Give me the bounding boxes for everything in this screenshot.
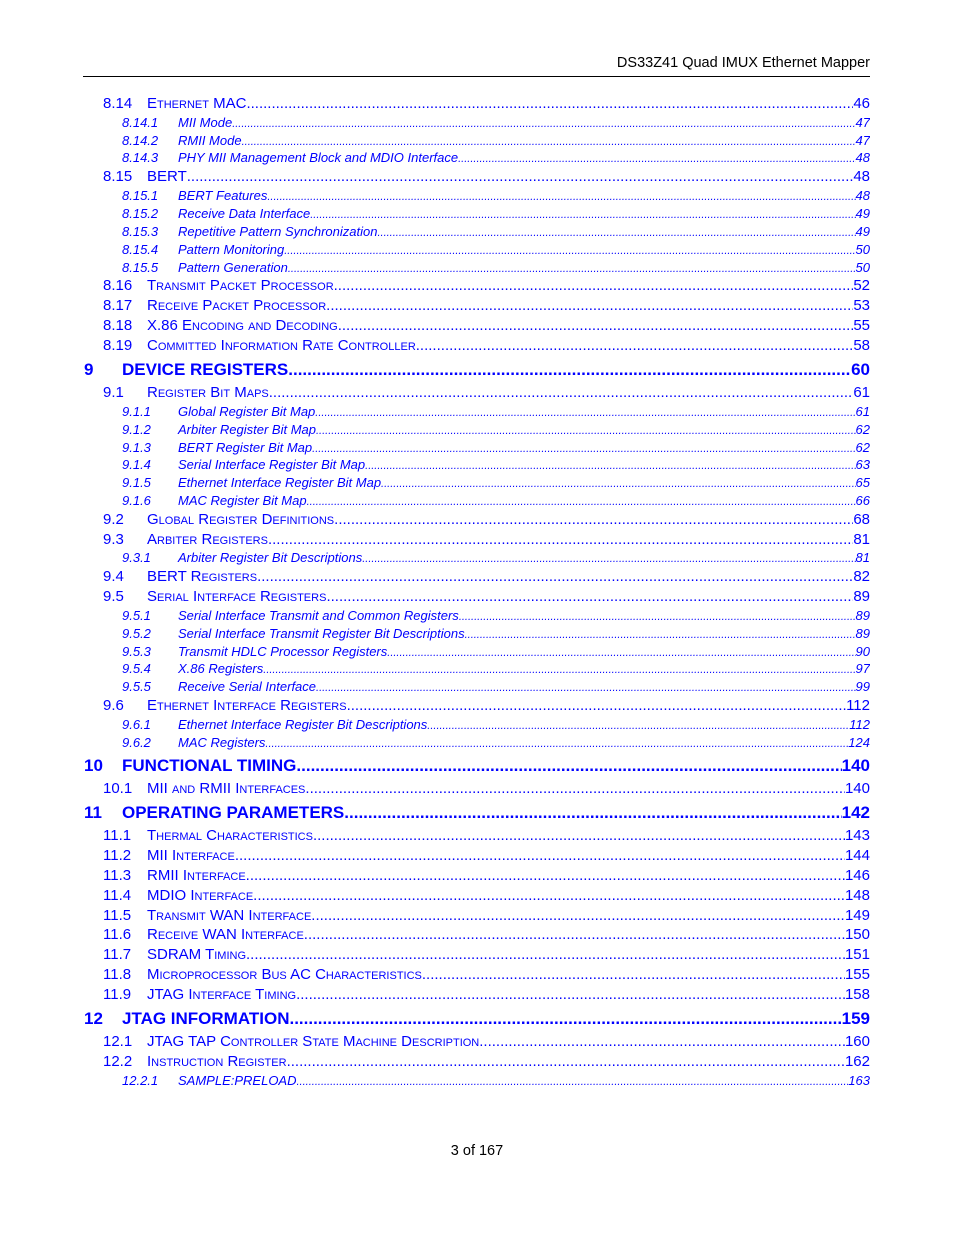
toc-entry-title[interactable]: Receive WAN Interface <box>147 926 304 944</box>
toc-entry[interactable] <box>84 753 870 780</box>
toc-entry[interactable] <box>84 800 870 827</box>
toc-entry-title[interactable]: BERT <box>147 168 187 186</box>
toc-dot-leader <box>416 336 854 356</box>
toc-entry-number: 8.15.4 <box>122 241 159 257</box>
toc-entry-page[interactable]: 48 <box>855 150 870 166</box>
toc-entry-page[interactable]: 81 <box>855 550 870 566</box>
toc-entry-number: 11.1 <box>103 827 132 845</box>
toc-entry-title[interactable]: Repetitive Pattern Synchronization <box>178 223 378 239</box>
toc-entry-number: 11.6 <box>103 926 132 944</box>
toc-dot-leader <box>377 225 855 241</box>
toc-entry-page[interactable]: 47 <box>855 132 870 148</box>
toc-entry-title[interactable]: SAMPLE:PRELOAD <box>178 1072 297 1088</box>
toc-entry-title[interactable]: Register Bit Maps <box>147 384 269 402</box>
toc-dot-leader <box>284 243 855 259</box>
toc-dot-leader <box>312 441 855 457</box>
toc-entry-title[interactable]: Global Register Definitions <box>147 510 335 528</box>
toc-entry[interactable] <box>84 660 870 678</box>
toc-entry-number: 8.14.3 <box>122 150 159 166</box>
toc-entry[interactable] <box>84 549 870 567</box>
toc-entry[interactable] <box>84 357 870 384</box>
toc-entry-page[interactable]: 68 <box>853 510 870 528</box>
toc-entry-page[interactable]: 62 <box>855 421 870 437</box>
toc-dot-leader <box>307 494 856 510</box>
toc-entry-number: 8.16 <box>103 277 133 295</box>
toc-entry-number: 11.4 <box>103 886 132 904</box>
toc-entry-number: 9 <box>84 359 94 379</box>
toc-dot-leader <box>305 779 845 799</box>
toc-entry[interactable] <box>84 567 870 587</box>
toc-entry[interactable] <box>84 149 870 167</box>
toc-dot-leader <box>287 1052 845 1072</box>
toc-entry-title[interactable]: Transmit Packet Processor <box>147 277 334 295</box>
toc-entry-number: 9.1.3 <box>122 439 151 455</box>
toc-entry[interactable] <box>84 965 870 985</box>
toc-entry-title[interactable]: Arbiter Registers <box>147 530 268 548</box>
toc-dot-leader <box>326 296 853 316</box>
toc-dot-leader <box>316 680 856 696</box>
toc-entry[interactable] <box>84 276 870 296</box>
toc-dot-leader <box>268 530 853 550</box>
toc-entry-number: 9.5.3 <box>122 643 151 659</box>
toc-entry-number: 11.8 <box>103 966 132 983</box>
toc-entry-number: 11.9 <box>103 985 132 1003</box>
toc-entry[interactable] <box>84 259 870 277</box>
toc-entry[interactable] <box>84 296 870 316</box>
toc-entry-number: 9.5.2 <box>122 625 151 641</box>
toc-entry-number: 12.1 <box>103 1033 133 1051</box>
toc-dot-leader <box>387 645 855 661</box>
toc-dot-leader <box>479 1032 845 1052</box>
toc-dot-leader <box>315 405 855 421</box>
toc-entry-title[interactable]: Microprocessor Bus AC Characteristics <box>147 966 422 983</box>
toc-entry-page[interactable]: 140 <box>841 755 870 775</box>
toc-entry-title[interactable]: FUNCTIONAL TIMING <box>122 755 297 775</box>
toc-entry-page[interactable]: 65 <box>855 475 870 491</box>
toc-dot-leader <box>311 906 845 926</box>
toc-entry[interactable] <box>84 241 870 259</box>
toc-entry-number: 8.14.2 <box>122 132 159 148</box>
toc-entry[interactable] <box>84 187 870 205</box>
toc-entry-title[interactable]: SDRAM Timing <box>147 946 247 964</box>
toc-entry-page[interactable]: 146 <box>844 867 870 885</box>
toc-entry-page[interactable]: 82 <box>853 568 870 586</box>
toc-entry-title[interactable]: RMII Interface <box>147 867 246 885</box>
toc-entry-title[interactable]: Thermal Characteristics <box>147 827 313 845</box>
toc-entry-page[interactable]: 46 <box>853 95 870 112</box>
toc-entry-number: 9.1.2 <box>122 421 151 437</box>
toc-entry[interactable] <box>84 906 870 926</box>
toc-entry-title[interactable]: Serial Interface Registers <box>147 588 327 606</box>
toc-dot-leader <box>235 846 845 866</box>
toc-entry-title[interactable]: MII Interface <box>147 847 235 865</box>
toc-entry-page[interactable]: 112 <box>846 697 870 715</box>
toc-entry-page[interactable]: 151 <box>844 946 870 964</box>
toc-entry-page[interactable]: 58 <box>853 336 870 354</box>
toc-entry-page[interactable]: 99 <box>855 679 870 695</box>
toc-entry-number: 8.15.1 <box>122 188 159 204</box>
toc-entry-number: 8.15.2 <box>122 205 159 221</box>
toc-entry-number: 8.15.5 <box>122 259 159 275</box>
toc-entry-page[interactable]: 48 <box>855 188 870 204</box>
toc-dot-leader <box>422 965 845 985</box>
toc-entry-page[interactable]: 60 <box>851 359 870 379</box>
toc-entry-title[interactable]: Ethernet Interface Registers <box>147 697 347 715</box>
toc-entry[interactable] <box>84 421 870 439</box>
toc-entry-page[interactable]: 162 <box>844 1052 870 1070</box>
toc-entry-number: 8.14.1 <box>122 114 159 130</box>
toc-entry-title[interactable]: Receive Data Interface <box>178 205 311 221</box>
header-divider <box>83 76 870 77</box>
toc-entry[interactable] <box>84 492 870 510</box>
toc-entry-title[interactable]: Ethernet MAC <box>147 95 247 112</box>
toc-entry[interactable] <box>84 716 870 734</box>
toc-entry[interactable] <box>84 587 870 607</box>
toc-dot-leader <box>187 167 854 187</box>
toc-entry-title[interactable]: Receive Serial Interface <box>178 679 317 695</box>
toc-entry[interactable] <box>84 383 870 403</box>
toc-entry[interactable] <box>84 945 870 965</box>
toc-entry-page[interactable]: 112 <box>849 716 870 732</box>
toc-entry[interactable] <box>84 167 870 187</box>
toc-entry-title[interactable]: Pattern Monitoring <box>178 241 285 257</box>
toc-entry-title[interactable]: MII Mode <box>178 114 233 130</box>
toc-entry-number: 9.4 <box>103 568 124 586</box>
toc-entry-title[interactable]: Instruction Register <box>147 1052 287 1070</box>
toc-entry[interactable] <box>84 779 870 799</box>
toc-entry-page[interactable]: 90 <box>855 643 870 659</box>
toc-entry-page[interactable]: 89 <box>853 588 870 606</box>
toc-dot-leader <box>347 696 846 716</box>
toc-entry-number: 9.5.5 <box>122 679 151 695</box>
toc-dot-leader <box>288 261 856 277</box>
toc-entry[interactable] <box>84 734 870 752</box>
toc-entry-page[interactable]: 47 <box>855 114 870 130</box>
toc-dot-leader <box>242 134 856 150</box>
toc-entry[interactable] <box>84 1006 870 1033</box>
toc-entry-number: 11.7 <box>103 946 132 964</box>
toc-entry-number: 9.5.1 <box>122 607 151 623</box>
toc-entry-page[interactable]: 55 <box>853 316 870 334</box>
toc-entry-number: 8.14 <box>103 95 133 112</box>
toc-entry[interactable] <box>84 336 870 356</box>
toc-entry[interactable] <box>84 439 870 457</box>
toc-dot-leader <box>338 316 854 336</box>
toc-entry-title[interactable]: Serial Interface Register Bit Map <box>178 457 366 473</box>
toc-entry-number: 9.1.5 <box>122 475 151 491</box>
toc-dot-leader <box>232 116 855 132</box>
toc-entry-title[interactable]: PHY MII Management Block and MDIO Interface <box>178 150 459 166</box>
toc-entry-number: 11.5 <box>103 906 132 924</box>
toc-entry-number: 8.19 <box>103 336 133 354</box>
document-header-title: DS33Z41 Quad IMUX Ethernet Mapper <box>616 55 870 71</box>
toc-entry[interactable] <box>84 625 870 643</box>
toc-entry-page[interactable]: 48 <box>853 168 870 186</box>
toc-dot-leader <box>288 357 851 384</box>
toc-entry-title[interactable]: DEVICE REGISTERS <box>122 359 289 379</box>
toc-entry-number: 9.1.4 <box>122 457 151 473</box>
toc-entry-number: 9.5 <box>103 588 124 606</box>
toc-entry[interactable] <box>84 456 870 474</box>
toc-entry-page[interactable]: 52 <box>853 277 870 295</box>
toc-entry[interactable] <box>84 530 870 550</box>
toc-dot-leader <box>269 383 854 403</box>
toc-entry-page[interactable]: 148 <box>844 886 870 904</box>
toc-entry-number: 9.6.2 <box>122 734 151 750</box>
toc-dot-leader <box>344 800 841 827</box>
toc-entry[interactable] <box>84 316 870 336</box>
toc-entry-number: 9.1.1 <box>122 403 151 419</box>
toc-entry[interactable] <box>84 510 870 530</box>
toc-entry-page[interactable]: 97 <box>855 661 870 677</box>
toc-entry-number: 9.3 <box>103 530 124 548</box>
toc-entry-number: 9.6 <box>103 697 124 715</box>
toc-entry-page[interactable]: 62 <box>855 439 870 455</box>
toc-entry-page[interactable]: 163 <box>848 1072 870 1088</box>
toc-entry-number: 9.2 <box>103 510 124 528</box>
toc-dot-leader <box>334 276 854 296</box>
toc-entry-title[interactable]: JTAG TAP Controller State Machine Description <box>147 1033 480 1051</box>
toc-entry-title[interactable]: MAC Registers <box>178 734 266 750</box>
toc-entry-title[interactable]: Receive Packet Processor <box>147 297 327 315</box>
toc-entry[interactable] <box>84 678 870 696</box>
toc-entry-title[interactable]: BERT Registers <box>147 568 258 586</box>
toc-entry[interactable] <box>84 1052 870 1072</box>
toc-dot-leader <box>362 551 855 567</box>
toc-dot-leader <box>246 866 845 886</box>
toc-entry-number: 9.3.1 <box>122 550 151 566</box>
toc-entry[interactable] <box>84 474 870 492</box>
toc-dot-leader <box>310 207 855 223</box>
toc-entry-title[interactable]: X.86 Encoding and Decoding <box>147 316 338 334</box>
toc-entry[interactable] <box>84 846 870 866</box>
toc-entry-title[interactable]: Arbiter Register Bit Map <box>178 421 316 437</box>
toc-dot-leader <box>381 476 855 492</box>
toc-entry-page[interactable]: 124 <box>848 734 870 750</box>
toc-entry-title[interactable]: Serial Interface Transmit Register Bit Descriptions <box>178 625 465 641</box>
toc-entry[interactable] <box>84 205 870 223</box>
toc-entry-title[interactable]: OPERATING PARAMETERS <box>122 802 345 822</box>
toc-dot-leader <box>296 753 841 780</box>
toc-entry-number: 8.18 <box>103 316 133 334</box>
toc-entry-title[interactable]: Committed Information Rate Controller <box>147 336 416 354</box>
toc-dot-leader <box>253 886 845 906</box>
toc-entry-page[interactable]: 143 <box>844 827 870 845</box>
toc-entry-page[interactable]: 160 <box>844 1033 870 1051</box>
toc-entry[interactable] <box>84 696 870 716</box>
toc-dot-leader <box>289 1006 841 1033</box>
toc-dot-leader <box>246 945 845 965</box>
toc-entry-number: 11.2 <box>103 847 132 865</box>
toc-entry-page[interactable]: 159 <box>841 1008 870 1028</box>
toc-entry-title[interactable]: JTAG Interface Timing <box>147 985 297 1003</box>
toc-entry[interactable] <box>84 643 870 661</box>
toc-entry[interactable] <box>84 94 870 114</box>
toc-entry-page[interactable]: 140 <box>844 780 870 798</box>
toc-entry[interactable] <box>84 114 870 132</box>
toc-entry-title[interactable]: Serial Interface Transmit and Common Registers <box>178 607 459 623</box>
toc-dot-leader <box>246 94 853 114</box>
toc-dot-leader <box>267 189 855 205</box>
toc-entry-page[interactable]: 150 <box>844 926 870 944</box>
toc-dot-leader <box>427 718 849 734</box>
toc-entry-page[interactable]: 66 <box>855 493 870 509</box>
toc-entry-page[interactable]: 49 <box>855 223 870 239</box>
toc-entry-title[interactable]: Ethernet Interface Register Bit Map <box>178 475 382 491</box>
toc-entry-number: 11.3 <box>103 867 132 885</box>
toc-entry-title[interactable]: BERT Register Bit Map <box>178 439 313 455</box>
toc-entry-title[interactable]: Ethernet Interface Register Bit Descriptions <box>178 716 428 732</box>
toc-entry-title[interactable]: MAC Register Bit Map <box>178 493 307 509</box>
toc-entry-page[interactable]: 53 <box>853 297 870 315</box>
toc-dot-leader <box>334 510 853 530</box>
toc-entry-title[interactable]: MDIO Interface <box>147 886 254 904</box>
toc-dot-leader <box>296 985 845 1005</box>
toc-dot-leader <box>458 151 855 167</box>
toc-entry-page[interactable]: 158 <box>844 985 870 1003</box>
toc-dot-leader <box>465 627 856 643</box>
toc-entry-page[interactable]: 144 <box>844 847 870 865</box>
toc-dot-leader <box>263 662 855 678</box>
toc-entry[interactable] <box>84 132 870 150</box>
toc-entry-number: 9.1 <box>103 384 124 402</box>
toc-dot-leader <box>304 925 845 945</box>
toc-entry[interactable] <box>84 886 870 906</box>
toc-entry-number: 9.5.4 <box>122 661 151 677</box>
toc-entry[interactable] <box>84 607 870 625</box>
toc-entry-page[interactable]: 61 <box>853 384 870 402</box>
toc-entry-page[interactable]: 89 <box>855 607 870 623</box>
toc-entry-title[interactable]: X.86 Registers <box>178 661 264 677</box>
toc-entry-number: 12.2 <box>103 1052 133 1070</box>
toc-dot-leader <box>316 423 856 439</box>
toc-dot-leader <box>313 826 845 846</box>
table-of-contents <box>84 94 870 1090</box>
toc-entry-title[interactable]: BERT Features <box>178 188 268 204</box>
toc-entry-number: 8.15.3 <box>122 223 159 239</box>
toc-entry[interactable] <box>84 866 870 886</box>
toc-dot-leader <box>257 567 853 587</box>
toc-entry[interactable] <box>84 1032 870 1052</box>
toc-entry-page[interactable]: 81 <box>853 530 870 548</box>
toc-entry-page[interactable]: 50 <box>855 241 870 257</box>
toc-entry[interactable] <box>84 826 870 846</box>
toc-entry-title[interactable]: Transmit WAN Interface <box>147 906 312 924</box>
toc-dot-leader <box>459 609 856 625</box>
toc-entry-page[interactable]: 63 <box>855 457 870 473</box>
toc-entry-number: 9.6.1 <box>122 716 151 732</box>
toc-entry-page[interactable]: 50 <box>855 259 870 275</box>
toc-dot-leader <box>265 736 848 752</box>
toc-entry-title[interactable]: MII and RMII Interfaces <box>147 780 306 798</box>
toc-entry-page[interactable]: 89 <box>855 625 870 641</box>
toc-entry-number: 10 <box>84 755 103 775</box>
toc-entry[interactable] <box>84 223 870 241</box>
toc-entry-title[interactable]: JTAG INFORMATION <box>122 1008 290 1028</box>
toc-entry-page[interactable]: 61 <box>855 403 870 419</box>
page-number-footer: 3 of 167 <box>450 1143 504 1159</box>
toc-entry-number: 10.1 <box>103 780 133 798</box>
toc-entry-number: 12.2.1 <box>122 1072 159 1088</box>
toc-entry-page[interactable]: 155 <box>844 966 870 983</box>
toc-entry-title[interactable]: RMII Mode <box>178 132 242 148</box>
toc-dot-leader <box>326 587 853 607</box>
toc-entry-number: 9.1.6 <box>122 493 151 509</box>
toc-entry-page[interactable]: 49 <box>855 205 870 221</box>
toc-dot-leader <box>297 1074 849 1090</box>
toc-entry-title[interactable]: Pattern Generation <box>178 259 288 275</box>
toc-entry-page[interactable]: 142 <box>841 802 870 822</box>
toc-entry-number: 11 <box>84 802 102 822</box>
toc-entry-page[interactable]: 149 <box>844 906 870 924</box>
toc-entry-number: 12 <box>84 1008 103 1028</box>
toc-entry[interactable] <box>84 925 870 945</box>
toc-entry-title[interactable]: Arbiter Register Bit Descriptions <box>178 550 363 566</box>
toc-entry-title[interactable]: Transmit HDLC Processor Registers <box>178 643 388 659</box>
toc-entry-title[interactable]: Global Register Bit Map <box>178 403 316 419</box>
toc-entry-number: 8.15 <box>103 168 133 186</box>
toc-entry[interactable] <box>84 985 870 1005</box>
toc-entry-number: 8.17 <box>103 297 133 315</box>
toc-dot-leader <box>365 458 855 474</box>
toc-entry[interactable] <box>84 403 870 421</box>
toc-entry[interactable] <box>84 1072 870 1090</box>
